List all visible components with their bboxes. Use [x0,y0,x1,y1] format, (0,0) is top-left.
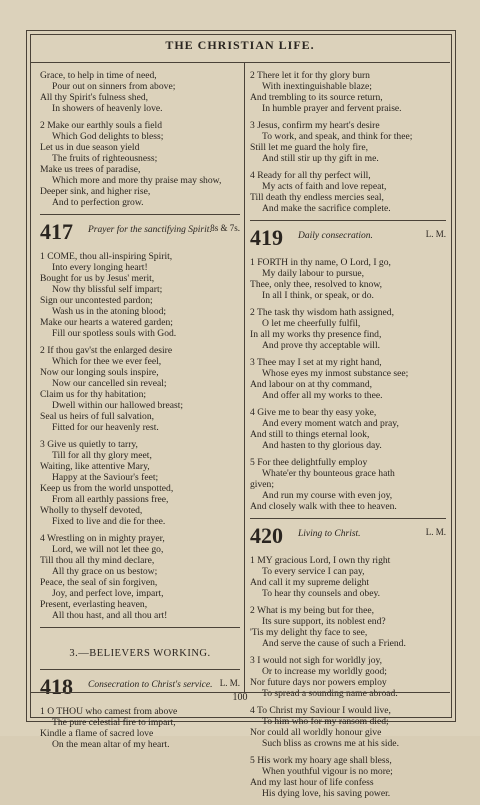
verse-line: Let us in due season yield [40,142,140,153]
verse [250,257,446,301]
verse-line: Wash us in the atoning blood; [52,306,167,317]
verse-line: In humble prayer and fervent praise. [262,103,402,114]
verse-line: Lord, we will not let thee go, [52,544,164,555]
verse-line: Claim us for thy habitation; [40,389,147,400]
verse-line: Happy at the Saviour's feet; [52,472,159,483]
verse-line: Whose eyes my inmost substance see; [262,368,409,379]
hymn-number: 418 [40,674,73,699]
verse-line: 2 If thou gav'st the enlarged desire [40,345,173,356]
left-column [40,70,240,756]
verse-line: 1 O THOU who camest from above [40,706,178,717]
hymn-title: Living to Christ. [298,529,361,539]
verse-line: To every service I can pay, [262,566,365,577]
verse-line: Which God delights to bless; [52,131,164,142]
verse-line: Which for thee we ever feel, [52,356,162,367]
verse-line: And still to things eternal look, [250,429,370,440]
verse-line: To hear thy counsels and obey. [262,588,381,599]
section-rule [250,220,446,221]
verse-line: My daily labour to pursue, [262,268,365,279]
verse-line: 3 Give us quietly to tarry, [40,439,138,450]
verse-line: 1 MY gracious Lord, I own thy right [250,555,391,566]
verse-line: The pure celestial fire to impart, [52,717,176,728]
hymn-number: 420 [250,523,283,548]
hymn-heading [250,525,446,551]
verse-line: Waiting, like attentive Mary, [40,461,150,472]
verse-line: Till death thy endless mercies seal, [250,192,384,203]
verse [40,706,240,750]
verse-line: And labour on at thy command, [250,379,373,390]
verse-line: Now our longing souls inspire, [40,367,159,378]
verse-line: Fitted for our heavenly rest. [52,422,159,433]
verse [40,70,240,114]
verse-line: Till for all thy glory meet, [52,450,152,461]
verse [250,605,446,649]
verse-line: 5 For thee delightfully employ [250,457,368,468]
verse-line: Peace, the seal of sin forgiven, [40,577,158,588]
page-number: 100 [232,692,248,703]
verse-line: Nor could all worldly honour give [250,727,382,738]
hymn-title: Daily consecration. [298,231,373,241]
verse [250,407,446,451]
verse [40,533,240,621]
verse-line: When youthful vigour is no more; [262,766,393,777]
verse-line: My acts of faith and love repeat, [262,181,387,192]
verse-line: And closely walk with thee to heaven. [250,501,397,512]
verse-line: 5 His work my hoary age shall bless, [250,755,392,766]
verse-line: On the mean altar of my heart. [52,739,170,750]
verse [250,357,446,401]
verse-line: And my last hour of life confess [250,777,374,788]
header-rule [30,62,450,63]
verse-line: The fruits of righteousness; [52,153,158,164]
verse [250,70,446,114]
verse-line: 2 Make our earthly souls a field [40,120,163,131]
verse-line: O let me cheerfully fulfil, [262,318,361,329]
verse [40,120,240,208]
hymn-meter: L. M. [219,678,240,688]
verse-line: 4 Give me to bear thy easy yoke, [250,407,377,418]
verse-line: Fill our spotless souls with God. [52,328,177,339]
verse-line: 2 The task thy wisdom hath assigned, [250,307,394,318]
verse-line: And still stir up thy gift in me. [262,153,379,164]
verse-line: 4 Wrestling on in mighty prayer, [40,533,165,544]
hymn-heading [250,227,446,253]
verse-line: And offer all my works to thee. [262,390,383,401]
verse-line: All thy Spirit's fulness shed, [40,92,149,103]
verse-line: And serve the cause of such a Friend. [262,638,406,649]
verse-line: 1 COME, thou all-inspiring Spirit, [40,251,173,262]
verse-line: 3 Jesus, confirm my heart's desire [250,120,380,131]
verse-line: Wholly to thyself devoted, [40,505,143,516]
verse-line: Make us trees of paradise, [40,164,141,175]
verse-line: Its sure support, its noblest end? [262,616,386,627]
verse-line: Pour out on sinners from above; [52,81,176,92]
verse-line: Whate'er thy bounteous grace hath [262,468,395,479]
verse-line: His dying love, his saving power. [262,788,391,799]
verse-line: And make the sacrifice complete. [262,203,391,214]
verse-line: Bought for us by Jesus' merit, [40,273,155,284]
verse [250,457,446,512]
verse-line: Keep us from the world unspotted, [40,483,174,494]
verse [250,555,446,599]
verse [250,120,446,164]
verse-line: With inextinguishable blaze; [262,81,372,92]
verse-line: In all my works thy presence find, [250,329,382,340]
verse-line: 3 I would not sigh for worldly joy, [250,655,383,666]
verse [40,251,240,339]
verse-line: To spread a sounding name abroad. [262,688,398,699]
section-title: 3.—BELIEVERS WORKING. [69,648,211,659]
verse-line: given; [250,479,274,490]
verse-line: And trembling to its source return, [250,92,383,103]
verse-line: Kindle a flame of sacred love [40,728,154,739]
verse-line: Or to increase my worldly good; [262,666,387,677]
verse-line: Thee, only thee, resolved to know, [250,279,383,290]
verse-line: Joy, and perfect love, impart, [52,588,164,599]
verse-line: 3 Thee may I set at my right hand, [250,357,382,368]
verse-line: Seal us heirs of full salvation, [40,411,155,422]
verse-line: Till thou all thy mind declare, [40,555,155,566]
verse-line: 2 What is my being but for thee, [250,605,374,616]
page-header: THE CHRISTIAN LIFE. [165,38,315,52]
verse-line: 4 To Christ my Saviour I would live, [250,705,391,716]
verse-line: In all I think, or speak, or do. [262,290,374,301]
hymn-title: Prayer for the sanctifying Spirit. [88,225,212,235]
section-rule [40,627,240,628]
verse-line: Dwell within our hallowed breast; [52,400,184,411]
verse-line: And run my course with even joy, [262,490,393,501]
verse-line: 2 There let it for thy glory burn [250,70,370,81]
verse-line: Deeper sink, and higher rise, [40,186,151,197]
verse-line: Which more and more thy praise may show, [52,175,222,186]
verse-line: Still let me guard the holy fire, [250,142,369,153]
verse-line: And to perfection grow. [52,197,144,208]
verse-line: To him who for my ransom died; [262,716,389,727]
verse-line: 1 FORTH in thy name, O Lord, I go, [250,257,391,268]
verse-line: Make our hearts a watered garden; [40,317,173,328]
hymn-number: 419 [250,225,283,250]
verse [250,170,446,214]
verse-line: And prove thy acceptable will. [262,340,381,351]
verse-line: To work, and speak, and think for thee; [262,131,413,142]
verse-line: Now thy blissful self impart; [52,284,163,295]
verse-line: 4 Ready for all thy perfect will, [250,170,371,181]
hymn-number: 417 [40,219,73,244]
verse-line: Now our cancelled sin reveal; [52,378,167,389]
hymn-meter: L. M. [425,229,446,239]
verse [250,307,446,351]
section-rule [250,518,446,519]
verse-line: From all earthly passions free, [52,494,169,505]
hymn-meter: L. M. [425,527,446,537]
section-rule [40,214,240,215]
verse-line: All thou hast, and all thou art! [52,610,168,621]
verse-line: Fixed to live and die for thee. [52,516,166,527]
verse [40,345,240,433]
verse-line: All thy grace on us bestow; [52,566,158,577]
column-divider [244,62,245,692]
verse [250,705,446,749]
verse [40,439,240,527]
verse-line: And every moment watch and pray, [262,418,399,429]
verse-line: Present, everlasting heaven, [40,599,148,610]
hymn-meter: 8s & 7s. [210,223,240,233]
section-rule [40,669,240,670]
verse-line: Nor future days nor powers employ [250,677,387,688]
verse-line: And call it my supreme delight [250,577,370,588]
verse-line: Sign our uncontested pardon; [40,295,153,306]
verse-line: In showers of heavenly love. [52,103,163,114]
hymn-heading [40,221,240,247]
verse-line: Such bliss as crowns me at his side. [262,738,399,749]
hymn-title: Consecration to Christ's service. [88,680,213,690]
verse-line: Grace, to help in time of need, [40,70,157,81]
verse-line: And hasten to thy glorious day. [262,440,382,451]
verse [250,755,446,799]
verse-line: Into every longing heart! [52,262,148,273]
verse-line: 'Tis my delight thy face to see, [250,627,368,638]
